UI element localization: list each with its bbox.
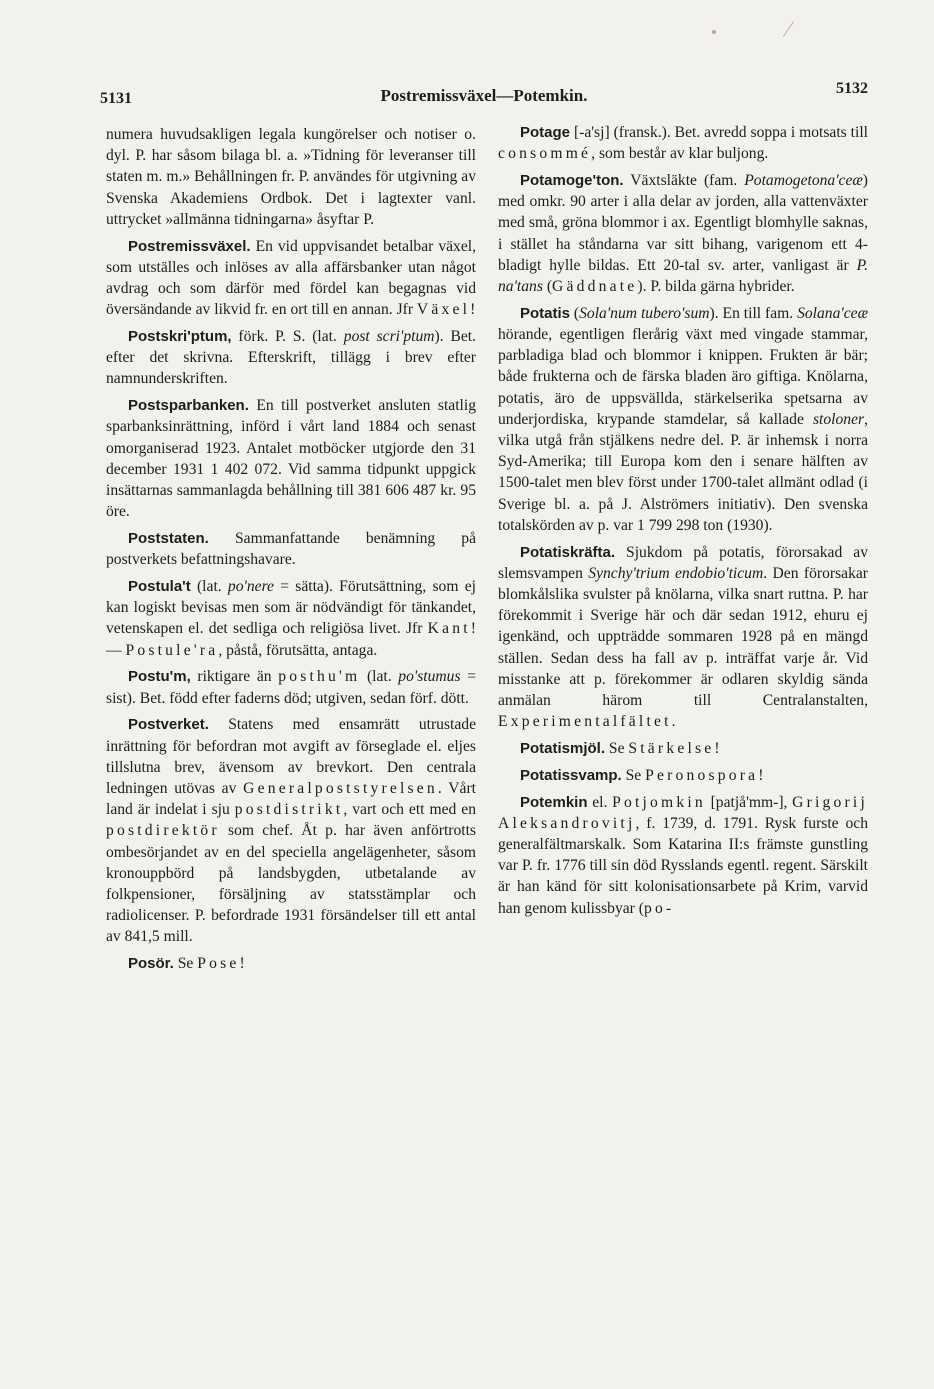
entry-potatismjol: Potatismjöl. Se Stärkelse! <box>520 740 720 758</box>
entry-poststaten: Poststaten. Sammanfattande benämning på postverkets befattningshavare. <box>106 530 476 569</box>
entry-continuation: numera huvudsakligen legala kungörelser och notiser o. dyl. P. har såsom bilaga bl. a. »Tidning för leveranser till staten m. m.» Behållningen fr. P. användes för utgivning av Svenska Akademiens Ordbok. Det i lagtexter vanl. uttrycket »allmänna tidningarna» åsyftar P. <box>106 126 476 228</box>
headword: Potatiskräfta. <box>520 543 616 561</box>
entry-potatissvamp: Potatissvamp. Se Peronospora! <box>520 766 764 784</box>
pencil-mark <box>783 21 794 36</box>
spaced-term: Gäddnate <box>552 278 638 296</box>
entry-potatiskrafta: Potatiskräfta. Sjukdom på potatis, förorsakad av slemsvampen Synchy'trium endobio'ticum. Den förorsakar blomkålslika svulster på knölarna, vilka snart ruttna. P. har förekommit i Sverige här och där sedan 1912, ehuru ej igenkänd, och uppträdde sommaren 1928 på en mängd ställen. Sedan dess ha fall av p. inträffat varje år. Vid misstanke att p. förekommer är odlaren skyldig sända anmälan härom till Centralanstalten, Experimentalfältet. <box>498 543 868 731</box>
page-number-right: 5132 <box>836 80 868 97</box>
headword: Potatis <box>520 304 571 322</box>
headword: Potemkin <box>520 793 588 811</box>
variant-name: Potjomkin <box>612 793 706 811</box>
cross-reference: Pose <box>197 955 240 973</box>
full-name: Grigorij Aleksandrovitj <box>498 793 868 832</box>
spaced-term: consommé <box>498 145 592 163</box>
cross-reference: Peronospora <box>645 766 759 784</box>
spaced-term: Generalpoststyrelsen <box>243 780 438 798</box>
headword: Poststaten. <box>128 530 209 548</box>
derived-word: Postule'ra <box>125 641 219 659</box>
entry-potemkin: Potemkin el. Potjomkin [patjå'mm-], Grigorij Aleksandrovitj, f. 1739, d. 1791. Rysk furste och generalfältmarskalk. Som Katarina II:s främste gunstling var P. fr. 1776 till sin död Rysslands egentl. regent. Särskilt är han känd för sitt kolonisationsarbete på Krim, varvid han genom kulissbyar (po- <box>498 793 868 917</box>
entry-postskriptum: Postskri'ptum, förk. P. S. (lat. post scri'ptum). Bet. efter det skrivna. Efterskrift, tillägg i brev efter namnunderskriften. <box>106 328 476 388</box>
entry-posor: Posör. Se Pose! <box>128 955 245 973</box>
headword: Postu'm, <box>128 668 191 686</box>
spaced-term: Experimentalfältet <box>498 713 672 731</box>
entry-potage: Potage [-a'sj] (fransk.). Bet. avredd soppa i motsats till consommé, som består av klar buljong. <box>498 124 868 163</box>
variant-word: posthu'm <box>278 668 361 686</box>
running-header <box>100 80 868 110</box>
ink-speck <box>712 30 716 34</box>
headword: Postskri'ptum, <box>128 328 232 346</box>
right-column <box>498 122 868 924</box>
headword: Potage <box>520 124 571 141</box>
spaced-term: postdirektör <box>106 822 220 840</box>
headword: Postverket. <box>128 716 209 734</box>
page-number-left: 5131 <box>100 90 132 107</box>
entry-potamogeton: Potamoge'ton. Växtsläkte (fam. Potamogetona'ceæ) med omkr. 90 arter i alla delar av jorden, alla vattenväxter med små, gröna blommor i ax. Egentligt blomhylle saknas, i stället ha ståndarna var sitt bihang, varigenom ett 4-bladigt hylle bildas. Ett 20-tal sv. arter, vanligast är P. na'tans (Gäddnate). P. bilda gärna hybrider. <box>498 172 868 296</box>
headword: Potatissvamp. <box>520 766 622 784</box>
headword: Postremissväxel. <box>128 237 251 255</box>
headword: Posör. <box>128 955 174 973</box>
entry-postulat: Postula't (lat. po'nere = sätta). Förutsättning, som ej kan logiskt bevisas men som är nödvändigt för tänkandet, vetenskapen el. det sedliga och religiösa livet. Jfr Kant! — Postule'ra, påstå, förutsätta, antaga. <box>106 578 476 659</box>
entry-potatis: Potatis (Sola'num tubero'sum). En till fam. Solana'ceæ hörande, egentligen flerårig växt med vingade stammar, parbladiga blad och blommor i knippen. Frukten är bär; både frukterna och de färska bladen äro giftiga. Knölarna, potatis, äro de uppsvällda, stärkelserika spetsarna av underjordiska, krypande stamdelar, så kallade stoloner, vilka utgå från stjälkens nedre del. P. är inhemsk i norra Syd-Amerika; till Europa kom den i senare hälften av 1500-talet men blev först under 1700-talet allmänt odlad (i Sverige bl. a. på J. Alströmers initiativ). Den svenska totalskörden av p. var 1 799 298 ton (1930). <box>498 304 868 534</box>
running-title: Postremissväxel—Potemkin. <box>380 86 588 105</box>
cross-reference: Kant <box>427 620 471 638</box>
entry-postverket: Postverket. Statens med ensamrätt utrustade inrättning för befordran mot avgift av förseglade el. eljes tillslutna brev, ävensom av brevkort. Den centrala ledningen utövas av Generalpoststyrelsen. Vårt land är indelat i sju postdistrikt, vart och ett med en postdirektör som chef. Åt p. har även anförtrotts ombesörjandet av en del speciella angelägenheter, såsom kronouppbörd på landsbygden, utbetalande av folkpensioner, försäljning av statsstämplar och radiolicenser. P. befordrade 1931 försändelser till ett antal av 841,5 mill. <box>106 716 476 946</box>
cross-reference: Växel <box>416 301 471 319</box>
headword: Potatismjöl. <box>520 740 606 758</box>
entry-postremissvaxel: Postremissväxel. En vid uppvisandet betalbar växel, som utställes och inlöses av alla affärsbanker utan något avdrag och som därför med fördel kan begagnas vid översändande av likvid fr. en ort till en annan. Jfr Växel! <box>106 237 476 319</box>
left-column <box>106 124 476 980</box>
entry-postsparbanken: Postsparbanken. En till postverket ansluten statlig sparbanksinrättning, införd i vårt land 1884 och senast omorganiserad 1923. Antalet motböcker utgjorde den 31 december 1931 1 402 072. Vid samma tidpunkt uppgick insättarnas sammanlagda behållning till 381 606 487 kr. 95 öre. <box>106 397 476 521</box>
headword: Postsparbanken. <box>128 397 249 415</box>
spaced-term: postdistrikt <box>234 801 344 819</box>
cross-reference: Stärkelse <box>628 740 715 758</box>
spaced-term: po <box>643 899 666 917</box>
headword: Potamoge'ton. <box>520 172 624 189</box>
entry-postum: Postu'm, riktigare än posthu'm (lat. po'stumus = sist). Bet. född efter faderns död; utgiven, sedan förf. dött. <box>106 668 476 707</box>
headword: Postula't <box>128 578 191 596</box>
